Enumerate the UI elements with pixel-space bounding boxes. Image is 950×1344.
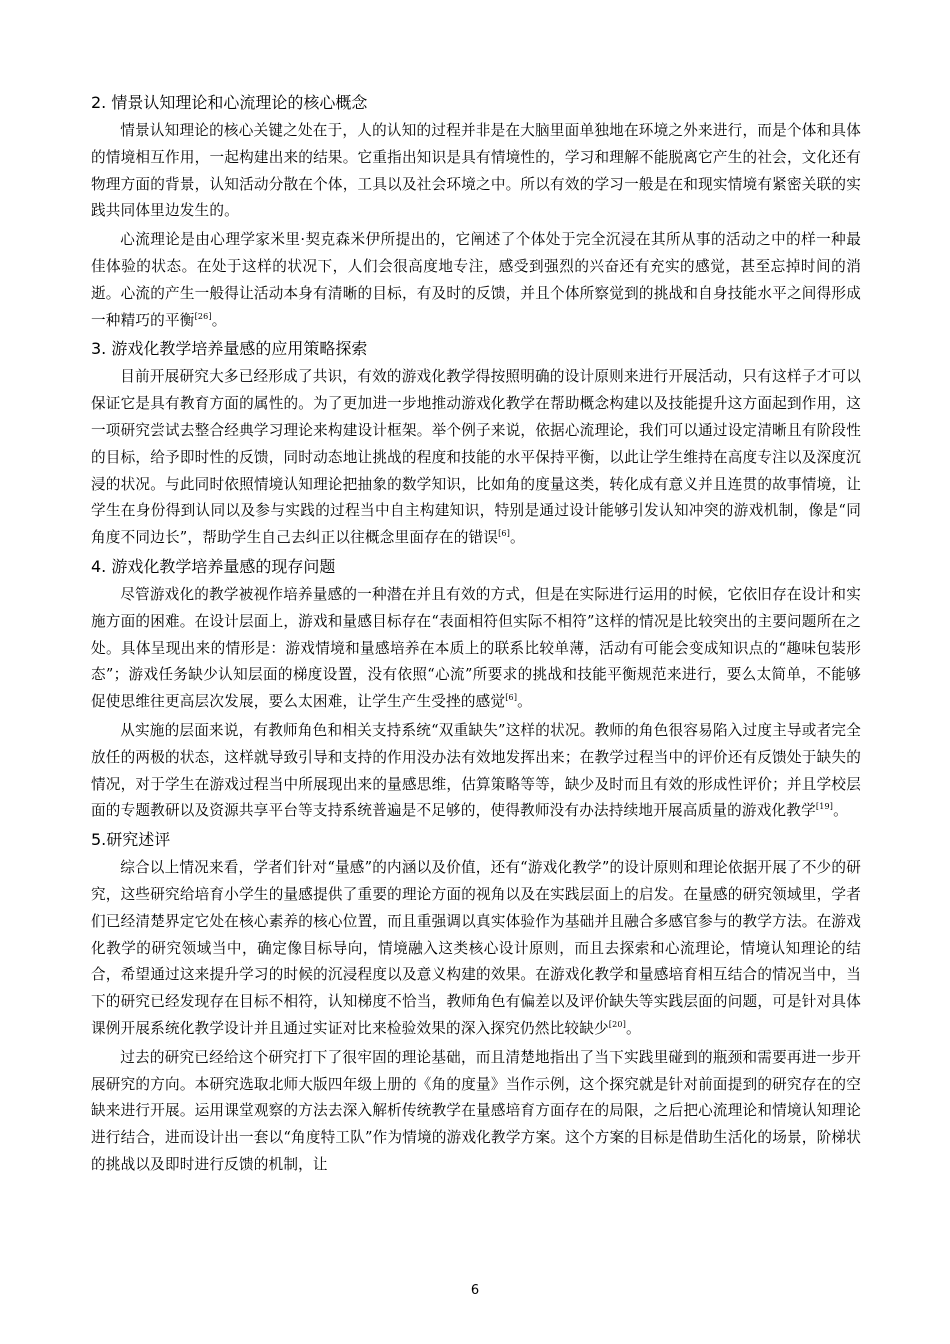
- paragraph: 从实施的层面来说，有教师角色和相关支持系统“双重缺失”这样的状况。教师的角色很容易陷入过度主导或者完全放任的两极的状态，这样就导致引导和支持的作用没办法有效地发挥出来；在教学过程当中的评价还有反馈处于缺失的情况，对于学生在游戏过程当中所展现出来的量感思维，估算策略等等，缺少及时而且有效的形成性评价；并且学校层面的专题教研以及资源共享平台等支持系统普遍是不足够的，使得教师没有办法持续地开展高质量的游戏化教学[19]。: [91, 721, 861, 820]
- document-body: [91, 90, 861, 1181]
- section-heading-2: 2. 情景认知理论和心流理论的核心概念: [91, 93, 368, 112]
- citation: [6]: [505, 693, 518, 703]
- paragraph: 心流理论是由心理学家米里·契克森米伊所提出的，它阐述了个体处于完全沉浸在其所从事的活动之中的样一种最佳体验的状态。在处于这样的状况下，人们会很高度地专注，感受到强烈的兴奋还有充实的感觉，甚至忘掉时间的消逝。心流的产生一般得让活动本身有清晰的目标，有及时的反馈，并且个体所察觉到的挑战和自身技能水平之间得形成一种精巧的平衡[26]。: [91, 231, 861, 329]
- paragraph: 情景认知理论的核心关键之处在于，人的认知的过程并非是在大脑里面单独地在环境之外来进行，而是个体和具体的情境相互作用，一起构建出来的结果。它重指出知识是具有情境性的，学习和理解不能脱离它产生的社会，文化还有物理方面的背景，认知活动分散在个体，工具以及社会环境之中。所以有效的学习一般是在和现实情境有紧密关联的实践共同体里边发生的。: [91, 122, 861, 220]
- citation: [19]: [815, 802, 834, 812]
- paragraph: 过去的研究已经给这个研究打下了很牢固的理论基础，而且清楚地指出了当下实践里碰到的瓶颈和需要再进一步开展研究的方向。本研究选取北师大版四年级上册的《角的度量》当作示例，这个探究就是针对前面提到的研究存在的空缺来进行开展。运用课堂观察的方法去深入解析传统教学在量感培育方面存在的局限，之后把心流理论和情境认知理论进行结合，进而设计出一套以“角度特工队”作为情境的游戏化教学方案。这个方案的目标是借助生活化的场景，阶梯状的挑战以及即时进行反馈的机制，让: [91, 1048, 861, 1173]
- section-heading-4: 4. 游戏化教学培养量感的现存问题: [91, 556, 336, 576]
- citation: [26]: [194, 311, 212, 321]
- section-heading-3: 3. 游戏化教学培养量感的应用策略探索: [91, 339, 368, 359]
- page-number: 6: [470, 1283, 480, 1298]
- citation: [20]: [608, 1020, 627, 1030]
- paragraph: 目前开展研究大多已经形成了共识，有效的游戏化教学得按照明确的设计原则来进行开展活动，只有这样子才可以保证它是具有教育方面的属性的。为了更加进一步地推动游戏化教学在帮助概念构建以及技能提升这方面起到作用，这一项研究尝试去整合经典学习理论来构建设计框架。举个例子来说，依据心流理论，我们可以通过设定清晰且有阶段性的目标，给予即时性的反馈，同时动态地让挑战的程度和技能的水平保持平衡，以此让学生维持在高度专注以及深度沉浸的状况。与此同时依照情境认知理论把抽象的数学知识，比如角的度量这类，转化成有意义并且连贯的故事情境，让学生在身份得到认同以及参与实践的过程当中自主构建知识，特别是通过设计能够引发认知冲突的游戏机制，像是“同角度不同边长”，帮助学生自己去纠正以往概念里面存在的错误[6]。: [91, 368, 861, 547]
- section-heading-5: 5.研究述评: [91, 830, 171, 850]
- paragraph: 综合以上情况来看，学者们针对“量感”的内涵以及价值，还有“游戏化教学”的设计原则和理论依据开展了不少的研究，这些研究给培育小学生的量感提供了重要的理论方面的视角以及在实践层面上的启发。在量感的研究领域里，学者们已经清楚界定它处在核心素养的核心位置，而且重强调以真实体验作为基础并且融合多感官参与的教学方法。在游戏化教学的研究领域当中，确定像目标导向，情境融入这类核心设计原则，而且去探索和心流理论，情境认知理论的结合，希望通过这来提升学习的时候的沉浸程度以及意义构建的效果。在游戏化教学和量感培育相互结合的情况当中，当下的研究已经发现存在目标不相符，认知梯度不恰当，教师角色有偏差以及评价缺失等实践层面的问题，可是针对具体课例开展系统化教学设计并且通过实证对比来检验效果的深入探究仍然比较缺少[20]。: [91, 859, 861, 1037]
- paragraph: 尽管游戏化的教学被视作培养量感的一种潜在并且有效的方式，但是在实际进行运用的时候，它依旧存在设计和实施方面的困难。在设计层面上，游戏和量感目标存在“表面相符但实际不相符”这样的情况是比较突出的主要问题所在之处。具体呈现出来的情形是：游戏情境和量感培养在本质上的联系比较单薄，活动有可能会变成知识点的“趣味包装形态”；游戏任务缺少认知层面的梯度设置，没有依照“心流”所要求的挑战和技能平衡规范来进行，要么太简单，不能够促使思维往更高层次发展，要么太困难，让学生产生受挫的感觉[6]。: [91, 585, 861, 711]
- citation: [6]: [498, 529, 511, 539]
